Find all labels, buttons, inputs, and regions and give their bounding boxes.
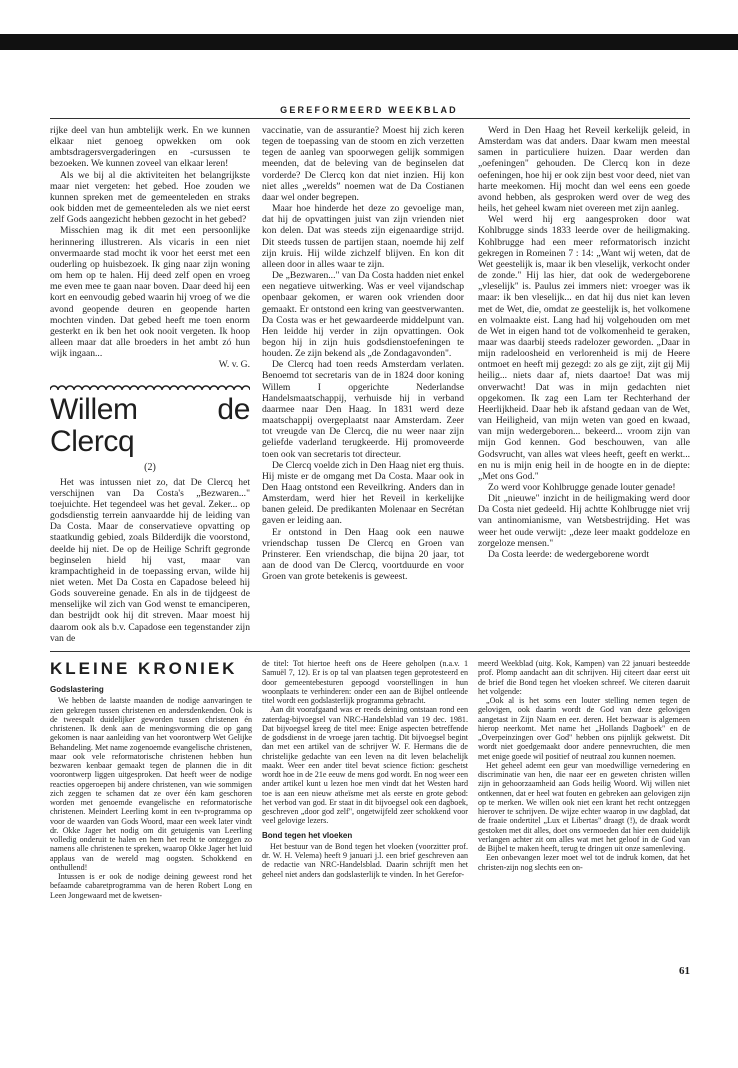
paragraph: Intussen is er ook de nodige deining geweest rond het befaamde cabaretprogramma van de heren Robert Long en Leen Jongewaard met de kwetsen- [50,872,252,900]
article-title: Willem de Clercq [50,393,250,459]
article-text-col2 [262,125,464,582]
paragraph: „Ook al is het soms een louter stelling nemen tegen de gelovigen, ook daarin wordt de God van deze gelovigen aangetast in Zijn Naam en eer. deren. Het bezwaar is algemeen hierop neerkomt. Met name het „Hollands Dagboek" en de „Overpeinzingen over God" hebben ons pijnlijk gekwetst. Dit wordt niet goedgemaakt door andere pennevruchten, die men met enige goede wil positief of neutraal zou kunnen noemen. [478,696,690,761]
running-head: GEREFORMEERD WEEKBLAD [280,105,458,115]
author-signature: W. v. G. [218,359,250,371]
paragraph: de titel: Tot hiertoe heeft ons de Heere geholpen (n.a.v. 1 Samuël 7, 12). Er is op tal van plaatsen tegen geprotesteerd en door gemeentebesturen gepoogd voorstellingen in hun woonplaats te verhinderen: onder een aan de Bijbel ontleende titel wordt een godslasterlijk programma gebracht. [262,659,468,705]
paragraph: Dit „nieuwe" inzicht in de heiligmaking werd door Da Costa niet gedeeld. Hij achtte Kohlbrugge niet vrij van antinomianisme, van Wetsbestrijding. Het was weer het oude verwijt: „deze leer maakt goddeloze en zorgeloze mensen." [478,493,690,549]
paragraph: De „Bezwaren..." van Da Costa hadden niet enkel een negatieve uitwerking. Was er veel vijandschap openbaar gekomen, er waren ook vrienden door gemaakt. Er ontstond een kring van geestverwanten. Da Costa was er het gewaardeerde middelpunt van. Hen leidde hij verder in zijn opvattingen. Ook begon hij in zijn huis godsdienstoefeningen te houden. Ze zijn bekend als „de Zondagavonden". [262,270,464,360]
paragraph: Werd in Den Haag het Reveil kerkelijk geleid, in Amsterdam was dat anders. Daar kwam men meestal samen in particuliere huizen. Daar werden dan „oefeningen" gehouden. De Clercq kon in deze oefeningen, hoe hij er ook zijn best voor deed, niet van harte meekomen. Hij mocht dan wel eens een goede avond hebben, als gesproken werd over de weg des heils, het geheel kwam niet overeen met zijn aanleg. [478,125,690,215]
section-rule [50,651,690,652]
paragraph: Zo werd voor Kohlbrugge genade louter genade! [488,482,676,493]
paragraph: Als we bij al die aktiviteiten het belangrijkste maar niet vergeten: het gebed. Hoe zouden we kunnen spreken met de gemeenteleden en straks ook bidden met de gemeenteleden als we niet eerst zelf Gods aangezicht hebben gezocht in het gebed? [50,169,250,226]
paragraph: De Clercq had toen reeds Amsterdam verlaten. Benoemd tot secretaris van de in 1824 door koning Willem I opgerichte Nederlandse Handelsmaatschappij, verhuisde hij in verband daarmee naar Den Haag. In 1831 werd deze maatschappij overgeplaatst naar Amsterdam. Zeer tot vreugde van De Clercq, die nu weer naar zijn geliefde vaderland terugkeerde. Hij promoveerde toen ook van secretaris tot directeur. [262,359,464,460]
kroniek-text-col3 [478,659,690,872]
article-text-col1 [50,477,250,644]
paragraph: Het geheel ademt een geur van moedwillige vernedering en discriminatie van hen, die naar eer en geweten christen willen zijn in gehoorzaamheid aan Gods heilig Woord. Wij willen niet ontkennen, dat er heel wat fouten en gebreken aan gelovigen zijn op te merken. We willen ook niet een krant het recht ontzeggen hierover te schrijven. De wijze echter waarop in uw dagblad, dat de fraaie ondertitel „Lux et Libertas" draagt (!), de draak wordt gestoken met dit alles, doet ons vermoeden dat hier een duidelijk verlangen achter zit om alles wat met het geloof in de God van de Bijbel te maken heeft, terug te dringen uit onze samenleving. [478,760,690,853]
kroniek-column-right [478,659,690,872]
paragraph: Het bestuur van de Bond tegen het vloeken (voorzitter prof. dr. W. H. Velema) heeft 9 januari j.l. een brief geschreven aan de redactie van NRC-Handelsblad. Daarin schrijft men het geheel niet anders dan godslasterlijk te vinden. In het Gerefor- [262,841,468,879]
column-left [50,125,250,644]
paragraph: vaccinatie, van de assurantie? Moest hij zich keren tegen de toepassing van de stoom en zich verzetten tegen de aanleg van spoorwegen gelijk sommigen meenden, dat de beleving van de beginselen dat vorderde? De Clercq kon dat niet inzien. Hij kon niet alles „wereldsˮ noemen wat de Da Costianen daar wel onder begrepen. [262,125,464,203]
column-right [478,125,690,560]
paragraph: Misschien mag ik dit met een persoonlijke herinnering illustreren. Als vicaris in een niet onvermaarde stad mocht ik voor het eerst met een ouderling op huisbezoek. Ik ging naar zijn woning om hem op te halen. Hij deed zelf open en vroeg me even mee te gaan naar boven. Daar deed hij een kort en eenvoudig gebed waarin hij vroeg of we die avond geopende deuren en geopende harten mochten vinden. Dat gebed heeft me toen enorm gesterkt en ik ben het ook nooit vergeten. Ik hoop alleen maar dat alle broeders in het ambt zó hun wijk ingaan... [50,225,250,360]
kroniek-text-col2b [262,842,468,879]
kroniek-column-left [50,682,252,900]
wavy-separator [50,382,250,390]
paragraph: Een onbevangen lezer moet wel tot de indruk komen, dat het christen-zijn nog slechts een on- [478,853,690,872]
paragraph: Wel werd hij erg aangesproken door wat Kohlbrugge sinds 1833 leerde over de heiligmaking. Kohlbrugge had een meer reformatorisch inzicht gekregen in Romeinen 7 : 14: „Want wij weten, dat de Wet geestelijk is, maar ik ben vleselijk, verkocht onder de zonde." Hij las hier, dat ook de wedergeborene „vleselijk" is. Paulus zei immers niet: vroeger was ik maar: ik ben vleselijk... en dat hij dus niet kan leven met de Wet, die, omdat ze geestelijk is, het volkomene en volmaakte eist. Lang had hij volgehouden om met de Wet in eigen hand tot de volkomenheid te geraken, maar was daarbij steeds radelozer geworden. „Daar in mijn radeloosheid en verlorenheid is mij de Heere ontmoet en heeft mij gezegd: zo als ge zijt, zijt gij Mij heilig... niets daar af, niets daartoe! Dat was mij onverwacht! Dat was in mijn gedachten niet opgekomen. Ik zag een Lam ter Rechterhand der Heerlijkheid. Daar heb ik afstand gedaan van de Wet, van Heiligheid, van mijn weten van goed en kwaad, van mijn wedergeboren... bekeerd... vroom zijn van mijn God kennen. God beschouwen, van alle Godsvrucht, van alles wat vlees heeft, geeft en werkt... en nu is mijn enig heil in de hoogte en in de diepte: „Met ons God." [478,214,690,482]
top-black-bar [0,34,738,50]
paragraph: Maar hoe hinderde het deze zo gevoelige man, dat hij de opvattingen juist van zijn vrienden niet kon delen. Dat was steeds zijn eigenaardige strijd. Dit steeds tussen de partijen staan, noemde hij zelf zijn kruis. Hij wilde zichzelf blijven. En kon dit alleen door in alles waar te zijn. [262,203,464,270]
header-rule [50,118,690,119]
kroniek-subhead-godslastering: Godslastering [50,685,104,694]
paragraph: We hebben de laatste maanden de nodige aanvaringen te zien gekregen tussen christenen en andersdenkenden. Ook is de tweespalt duidelijker geworden tussen christenen én christenen. Ik denk aan de meningsvorming die op gang gekomen is naar aanleiding van het voorontwerp Wet Gelijke Behandeling. Met name zogenoemde evangelische christenen, maar ook vele reformatorische christenen hebben hun bezwaren kenbaar gemaakt tegen de plannen die in dit voorontwerp liggen uitgesproken. Dat heeft weer de nodige reacties opgeroepen bij andere christenen, van wie sommigen zich zeggen te schamen dat ze over één kam geschoren worden met genoemde evangelische en reformatorische christenen. Meindert Leerling komt in een tv-programma op voor de waarden van Gods Woord, maar een week later vindt dr. Okke Jager het nodig om dit getuigenis van Leerling volledig onderuit te halen en hem het recht te ontzeggen zo namens alle christenen te spreken, waarop Okke Jager het luid applaus van de wereld mag oogsten. Schokkend en onthullend! [50,696,252,872]
page-number: 61 [679,965,690,977]
column-middle [262,125,464,582]
paragraph: Da Costa leerde: de wedergeborene wordt [488,548,649,560]
paragraph: Er ontstond in Den Haag ook een nauwe vriendschap tussen De Clercq en Groen van Prinsterer. Een vriendschap, die bijna 20 jaar, tot aan de dood van De Clercq, voortduurde en voor Groen van grote betekenis is geweest. [262,526,464,583]
article-text-col3 [478,125,690,560]
kroniek-subhead-vloeken: Bond tegen het vloeken [262,830,353,840]
paragraph: rijke deel van hun ambtelijk werk. En we kunnen elkaar niet genoeg opwekken om ook ambtsdragersvergaderingen en -cursussen te bezoeken. We kunnen zoveel van elkaar leren! [50,125,250,170]
paragraph: Het was intussen niet zo, dat De Clercq het verschijnen van Da Costa's „Bezwaren..." toejuichte. Het tegendeel was het geval. Zeker... op godsdienstig terrein aanvaardde hij de leiding van Da Costa. Maar de conservatieve opvatting op staatkundig gebied, zoals Bilderdijk die voorstond, deelde hij niet. De op de Heilige Schrift gegronde beginselen hield hij vast, maar van krampachtigheid in de toepassing ervan, wilde hij niet weten. Met Da Costa en Capadose beleed hij Gods souvereine genade. En als in de tijdgeest de menselijke wil zich van God wenst te emanciperen, dan bestrijdt ook hij dit streven. Maar moest hij daarom ook als b.v. Capadose een tegenstander zijn van de [50,476,250,644]
intro-text [50,125,250,359]
kroniek-column-middle [262,659,468,879]
paragraph: De Clercq voelde zich in Den Haag niet erg thuis. Hij miste er de omgang met Da Costa. Maar ook in Den Haag ontstond een Reveilkring. Anders dan in Amsterdam, werd hier het Reveil in kerkelijke banen geleid. De predikanten Molenaar en Secrétan gaven er leiding aan. [262,459,464,527]
paragraph: Aan dit voorafgaand was er reeds deining ontstaan rond een zaterdag-bijvoegsel van NRC-Handelsblad van 19 dec. 1981. Dat bijvoegsel kreeg de titel mee: Enige aspecten betreffende de godsdienst in de vroege jaren tachtig. Dit bijvoegsel begint dan met een artikel van de schrijver W. F. Hermans die de christelijke gedachte van een leven na dit leven belachelijk maakt. Weer een ander titel bevat science fiction: geschetst wordt hoe in de 21e eeuw de mens god wordt. En nog weer een ander artikel kunt u lezen hoe men vindt dat het Westen hard toe is aan een nieuw atheïsme met als eerste en grote gebod: het verbod van god. Er staat in dit bijvoegsel ook een dagboek, geschreven „door god zelf", ongetwijfeld zeer schokkend voor veel gelovige lezers. [262,705,468,826]
article-part-number: (2) [144,462,156,474]
kroniek-title: KLEINE KRONIEK [50,659,238,678]
kroniek-text-col2 [262,659,468,826]
kroniek-text-col1 [50,696,252,900]
paragraph: meerd Weekblad (uitg. Kok, Kampen) van 22 januari besteedde prof. Plomp aandacht aan dit schrijven. Hij citeert daar eerst uit de brief die Bond tegen het vloeken schreef. We citeren daaruit het volgende: [478,659,690,696]
